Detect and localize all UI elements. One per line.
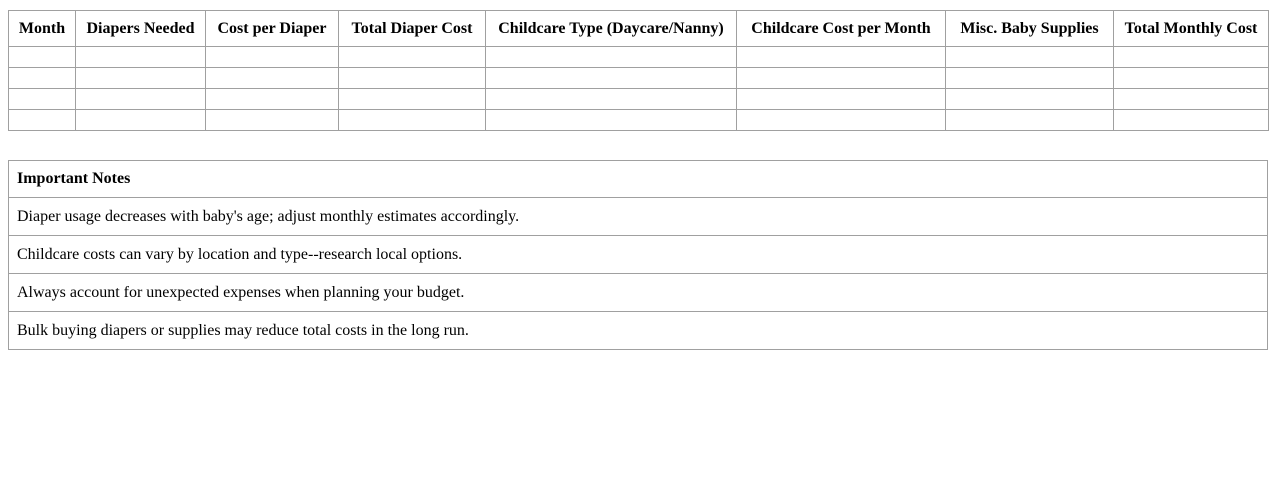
note-row: [9, 274, 1268, 312]
baby-budget-table: [8, 10, 1269, 131]
column-header-childcare-cost-per-month: Childcare Cost per Month: [737, 11, 946, 47]
note-row: [9, 312, 1268, 350]
budget-empty-row: [9, 89, 1269, 110]
note-text: Diaper usage decreases with baby's age; adjust monthly estimates accordingly.: [9, 198, 1268, 236]
budget-cell: [946, 47, 1114, 68]
budget-header-row: [9, 11, 1269, 47]
budget-cell: [9, 110, 76, 131]
column-header-diapers-needed: Diapers Needed: [76, 11, 206, 47]
note-row: [9, 236, 1268, 274]
budget-cell: [339, 68, 486, 89]
budget-cell: [486, 47, 737, 68]
budget-empty-row: [9, 110, 1269, 131]
budget-cell: [946, 89, 1114, 110]
budget-cell: [206, 47, 339, 68]
column-header-total-diaper-cost: Total Diaper Cost: [339, 11, 486, 47]
budget-cell: [486, 110, 737, 131]
column-header-cost-per-diaper: Cost per Diaper: [206, 11, 339, 47]
budget-cell: [486, 89, 737, 110]
budget-empty-row: [9, 68, 1269, 89]
budget-cell: [206, 89, 339, 110]
budget-cell: [76, 47, 206, 68]
budget-cell: [206, 110, 339, 131]
column-header-month: Month: [9, 11, 76, 47]
budget-cell: [1114, 89, 1269, 110]
budget-cell: [486, 68, 737, 89]
note-text: Childcare costs can vary by location and type--research local options.: [9, 236, 1268, 274]
budget-cell: [737, 68, 946, 89]
budget-cell: [1114, 68, 1269, 89]
budget-cell: [737, 89, 946, 110]
budget-empty-row: [9, 47, 1269, 68]
budget-cell: [737, 47, 946, 68]
budget-cell: [339, 89, 486, 110]
budget-cell: [339, 47, 486, 68]
important-notes-table: [8, 160, 1268, 350]
budget-cell: [206, 68, 339, 89]
budget-cell: [76, 110, 206, 131]
budget-cell: [737, 110, 946, 131]
budget-cell: [339, 110, 486, 131]
budget-cell: [76, 89, 206, 110]
note-row: [9, 198, 1268, 236]
budget-cell: [76, 68, 206, 89]
budget-cell: [9, 89, 76, 110]
column-header-childcare-type: Childcare Type (Daycare/Nanny): [486, 11, 737, 47]
budget-cell: [946, 68, 1114, 89]
budget-cell: [9, 68, 76, 89]
column-header-total-monthly-cost: Total Monthly Cost: [1114, 11, 1269, 47]
notes-header: Important Notes: [9, 161, 1268, 198]
budget-cell: [1114, 110, 1269, 131]
notes-header-row: [9, 161, 1268, 198]
budget-cell: [9, 47, 76, 68]
column-header-misc-baby-supplies: Misc. Baby Supplies: [946, 11, 1114, 47]
note-text: Bulk buying diapers or supplies may reduce total costs in the long run.: [9, 312, 1268, 350]
note-text: Always account for unexpected expenses when planning your budget.: [9, 274, 1268, 312]
budget-cell: [1114, 47, 1269, 68]
budget-cell: [946, 110, 1114, 131]
